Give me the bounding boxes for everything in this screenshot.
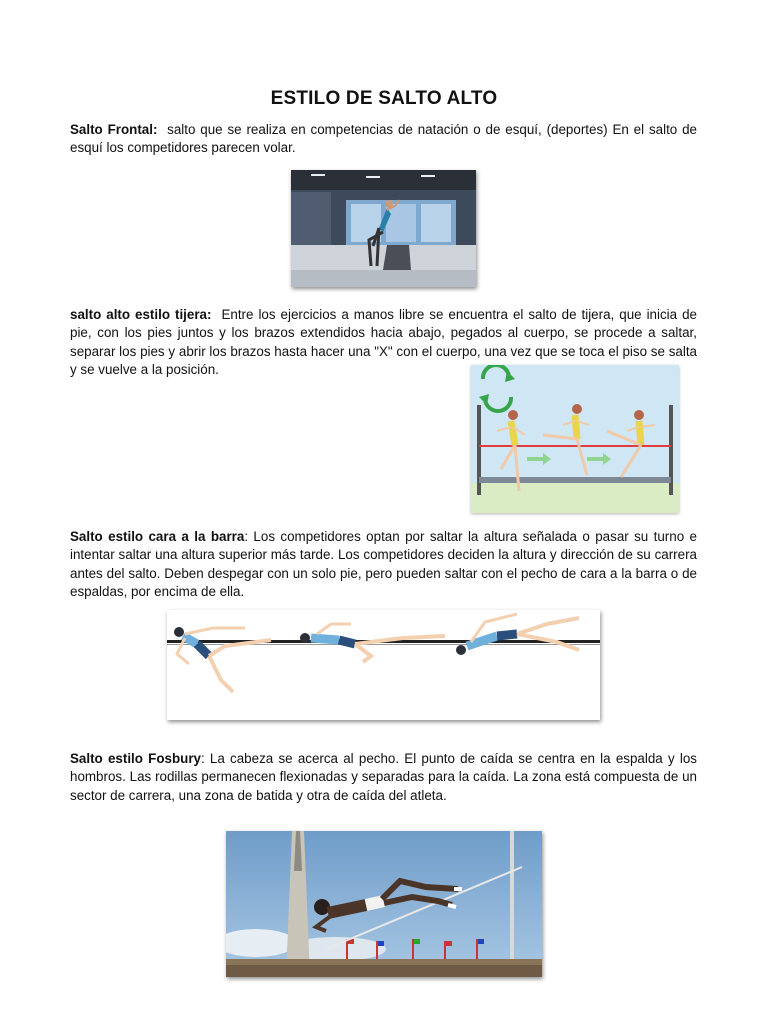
section-fosbury: [70, 750, 697, 805]
section-cara-barra: [70, 528, 697, 601]
section-text: salto que se realiza en competencias de natación o de esquí, (deportes) En el salto de esquí los competidores parecen volar.: [70, 122, 697, 156]
section-text: : La cabeza se acerca al pecho. El punto de caída se centra en la espalda y los hombros. Las rodillas permanecen flexionadas y separadas para la caída. La zona está compuesta de un sector de carrera, una zona de batida y otra de caída del atleta.: [70, 751, 697, 803]
section-text: Entre los ejercicios a manos libre se encuentra el salto de tijera, que inicia de pie, con los pies juntos y los brazos extendidos hacia abajo, pegados al cuerpo, se procede a saltar, separar los pies y abrir los brazos hasta hacer una "X" con el cuerpo, una vez que se toca el piso se salta y se vuelve a la posición.: [70, 307, 697, 377]
page-title: ESTILO DE SALTO ALTO: [270, 88, 498, 109]
photo-frontal-jump: [291, 170, 476, 287]
section-heading: Salto estilo Fosbury: [70, 751, 201, 766]
section-frontal: [70, 121, 697, 158]
illustration-face-bar-jump: [167, 610, 600, 720]
section-heading: Salto Frontal:: [70, 122, 158, 137]
photo-fosbury-flop: [226, 831, 542, 977]
section-heading: Salto estilo cara a la barra: [70, 529, 245, 544]
illustration-scissors-jump: [471, 365, 679, 513]
section-heading: salto alto estilo tijera:: [70, 307, 212, 322]
section-text: : Los competidores optan por saltar la altura señalada o pasar su turno e intentar saltar una altura superior más tarde. Los competidores deciden la altura y dirección de su carrera antes del salto. Deben despegar con un solo pie, pero pueden saltar con el pecho de cara a la barra o de espaldas, por encima de ella.: [70, 529, 697, 599]
